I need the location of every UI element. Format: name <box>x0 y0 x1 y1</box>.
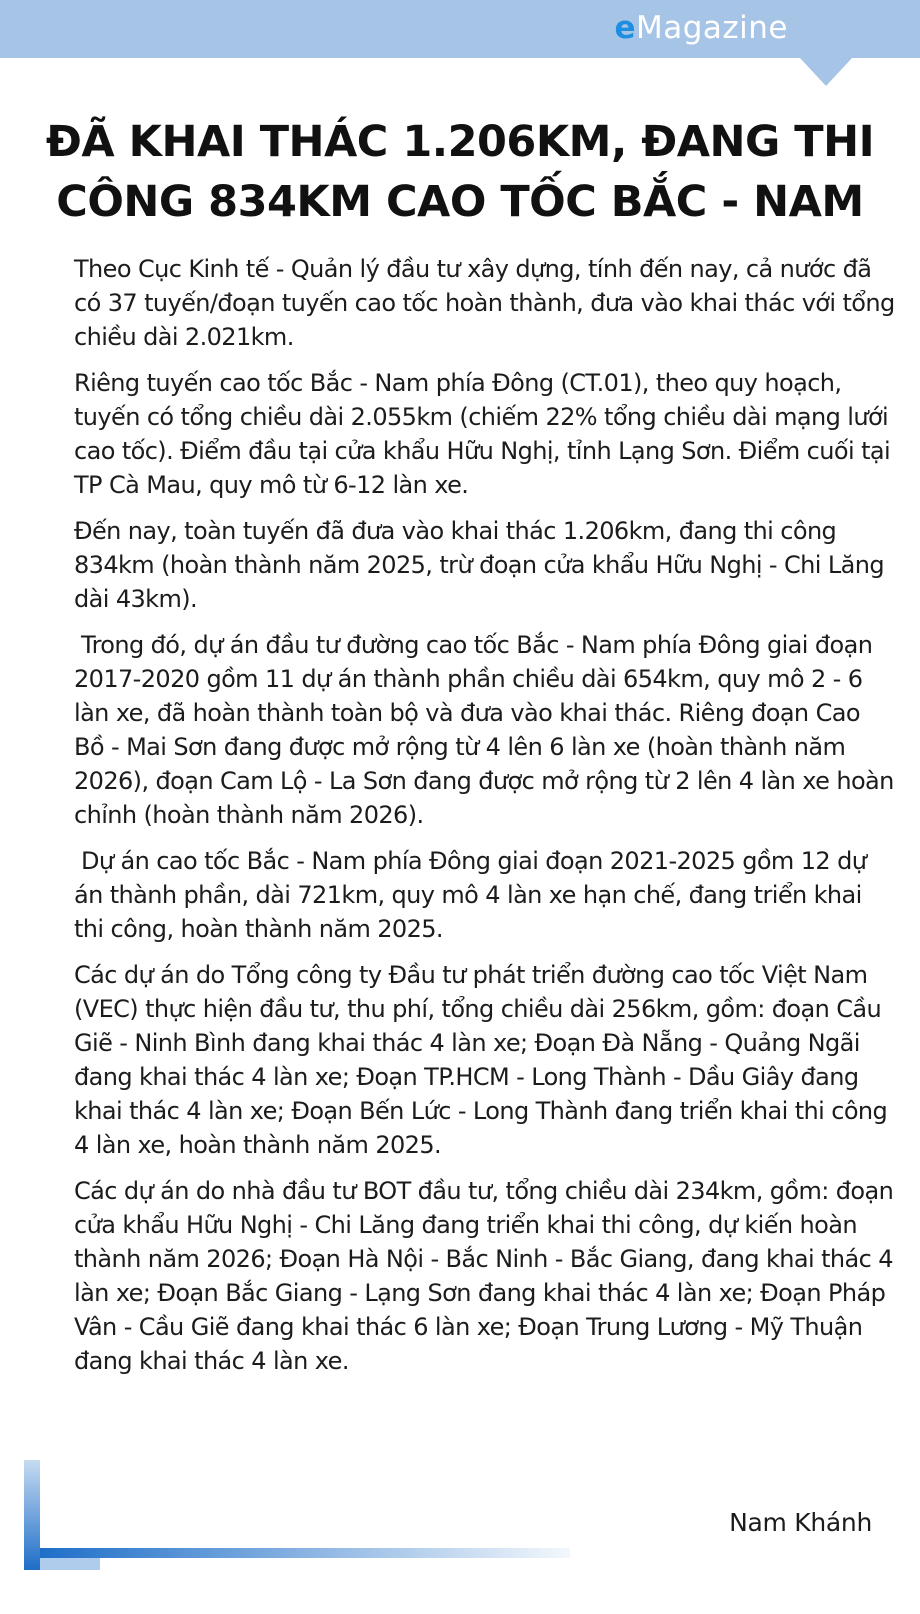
article-paragraph-1: Theo Cục Kinh tế - Quản lý đầu tư xây dựng, tính đến nay, cả nước đã có 37 tuyến/đoạn tuyến cao tốc hoàn thành, đưa vào khai thác với tổng chiều dài 2.021km. <box>74 255 902 351</box>
article-paragraph-4: Trong đó, dự án đầu tư đường cao tốc Bắc - Nam phía Đông giai đoạn 2017-2020 gồm 11 dự án thành phần chiều dài 654km, quy mô 2 - 6 làn xe, đã hoàn thành toàn bộ và đưa vào khai thác. Riêng đoạn Cao Bồ - Mai Sơn đang được mở rộng từ 4 lên 6 làn xe (hoàn thành năm 2026), đoạn Cam Lộ - La Sơn đang được mở rộng từ 2 lên 4 làn xe hoàn chỉnh (hoàn thành năm 2026). <box>74 631 901 829</box>
brand-name: Magazine <box>635 10 788 46</box>
article-paragraph-5: Dự án cao tốc Bắc - Nam phía Đông giai đoạn 2021-2025 gồm 12 dự án thành phần, dài 721km, quy mô 4 làn xe hạn chế, đang triển khai thi công, hoàn thành năm 2025. <box>74 847 874 943</box>
article-paragraph-3: Đến nay, toàn tuyến đã đưa vào khai thác 1.206km, đang thi công 834km (hoàn thành năm 2025, trừ đoạn cửa khẩu Hữu Nghị - Chi Lăng dài 43km). <box>74 517 892 613</box>
corner-decoration-horizontal <box>40 1548 570 1558</box>
brand-logo <box>614 10 788 46</box>
article-title-line-1: ĐÃ KHAI THÁC 1.206KM, ĐANG THI <box>45 117 875 167</box>
article-body <box>74 252 902 1390</box>
article-paragraph-6: Các dự án do Tổng công ty Đầu tư phát triển đường cao tốc Việt Nam (VEC) thực hiện đầu tư, thu phí, tổng chiều dài 256km, gồm: đoạn Cầu Giẽ - Ninh Bình đang khai thác 4 làn xe; Đoạn Đà Nẵng - Quảng Ngãi đang khai thác 4 làn xe; Đoạn TP.HCM - Long Thành - Dầu Giây đang khai thác 4 làn xe; Đoạn Bến Lức - Long Thành đang triển khai thi công 4 làn xe, hoàn thành năm 2025. <box>74 961 895 1159</box>
header-notch <box>800 58 852 86</box>
corner-decoration-shade <box>40 1558 100 1570</box>
article-title-line-2: CÔNG 834KM CAO TỐC BẮC - NAM <box>56 177 864 227</box>
brand-prefix: e <box>614 10 636 46</box>
article-title <box>20 112 900 232</box>
article-author: Nam Khánh <box>729 1508 872 1537</box>
article-paragraph-7: Các dự án do nhà đầu tư BOT đầu tư, tổng chiều dài 234km, gồm: đoạn cửa khẩu Hữu Nghị - Chi Lăng đang triển khai thi công, dự kiến hoàn thành năm 2026; Đoạn Hà Nội - Bắc Ninh - Bắc Giang, đang khai thác 4 làn xe; Đoạn Bắc Giang - Lạng Sơn đang khai thác 4 làn xe; Đoạn Pháp Vân - Cầu Giẽ đang khai thác 6 làn xe; Đoạn Trung Lương - Mỹ Thuận đang khai thác 4 làn xe. <box>74 1177 901 1375</box>
corner-decoration-vertical <box>24 1460 40 1570</box>
article-paragraph-2: Riêng tuyến cao tốc Bắc - Nam phía Đông (CT.01), theo quy hoạch, tuyến có tổng chiều dài 2.055km (chiếm 22% tổng chiều dài mạng lưới cao tốc). Điểm đầu tại cửa khẩu Hữu Nghị, tỉnh Lạng Sơn. Điểm cuối tại TP Cà Mau, quy mô từ 6-12 làn xe. <box>74 369 898 499</box>
